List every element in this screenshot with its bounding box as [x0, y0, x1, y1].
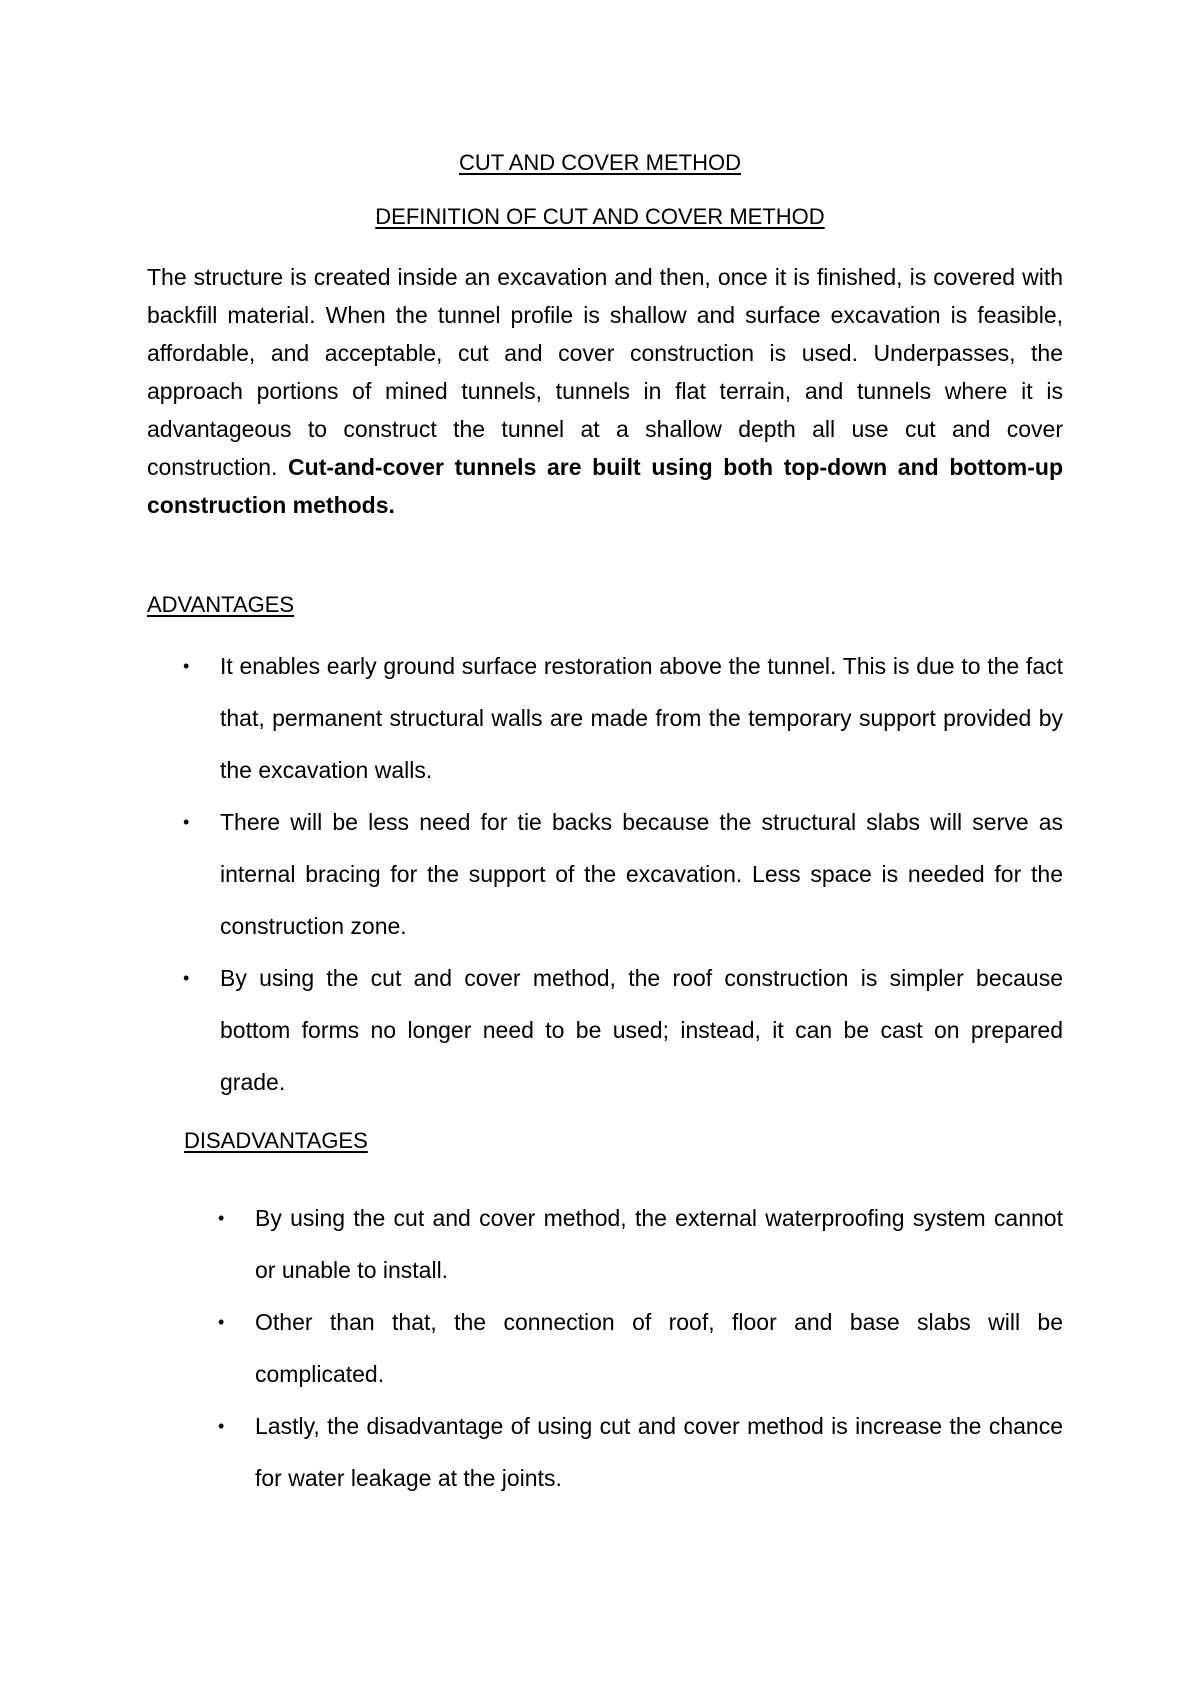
list-item	[147, 796, 1063, 952]
list-item	[183, 1296, 1063, 1400]
list-item-text: Other than that, the connection of roof, floor and base slabs will be complicated.	[255, 1309, 1063, 1387]
definition-heading: DEFINITION OF CUT AND COVER METHOD	[375, 204, 825, 229]
definition-paragraph	[147, 258, 1063, 524]
definition-bold-text: Cut-and-cover tunnels are built using both top-down and bottom-up construction methods.	[147, 454, 1064, 518]
disadvantages-heading: DISADVANTAGES	[184, 1128, 368, 1153]
bullet-icon: •	[218, 1208, 225, 1228]
list-item-text: By using the cut and cover method, the external waterproofing system cannot or unable to install.	[255, 1205, 1063, 1283]
list-item	[183, 1400, 1063, 1504]
list-item-text: There will be less need for tie backs because the structural slabs will serve as internal bracing for the support of the excavation. Less space is needed for the construction zone.	[220, 809, 1063, 939]
advantages-list	[147, 640, 1063, 1108]
advantages-heading: ADVANTAGES	[147, 592, 295, 617]
bullet-icon: •	[183, 968, 190, 988]
bullet-icon: •	[183, 656, 190, 676]
bullet-icon: •	[218, 1312, 225, 1332]
list-item	[183, 1192, 1063, 1296]
document-title: CUT AND COVER METHOD	[459, 150, 741, 175]
list-item	[147, 952, 1063, 1108]
list-item	[147, 640, 1063, 796]
list-item-text: Lastly, the disadvantage of using cut and cover method is increase the chance for water leakage at the joints.	[255, 1413, 1063, 1491]
list-item-text: By using the cut and cover method, the roof construction is simpler because bottom forms no longer need to be used; instead, it can be cast on prepared grade.	[220, 965, 1063, 1095]
disadvantages-list	[183, 1192, 1063, 1504]
bullet-icon: •	[183, 812, 190, 832]
definition-text: The structure is created inside an excavation and then, once it is finished, is covered with backfill material. When the tunnel profile is shallow and surface excavation is feasible, affordable, and acceptable, cut and cover construction is used. Underpasses, the approach portions of mined tunnels, tunnels in flat terrain, and tunnels where it is advantageous to construct the tunnel at a shallow depth all use cut and cover construction.	[147, 264, 1063, 480]
bullet-icon: •	[218, 1416, 225, 1436]
list-item-text: It enables early ground surface restoration above the tunnel. This is due to the fact that, permanent structural walls are made from the temporary support provided by the excavation walls.	[220, 653, 1063, 783]
